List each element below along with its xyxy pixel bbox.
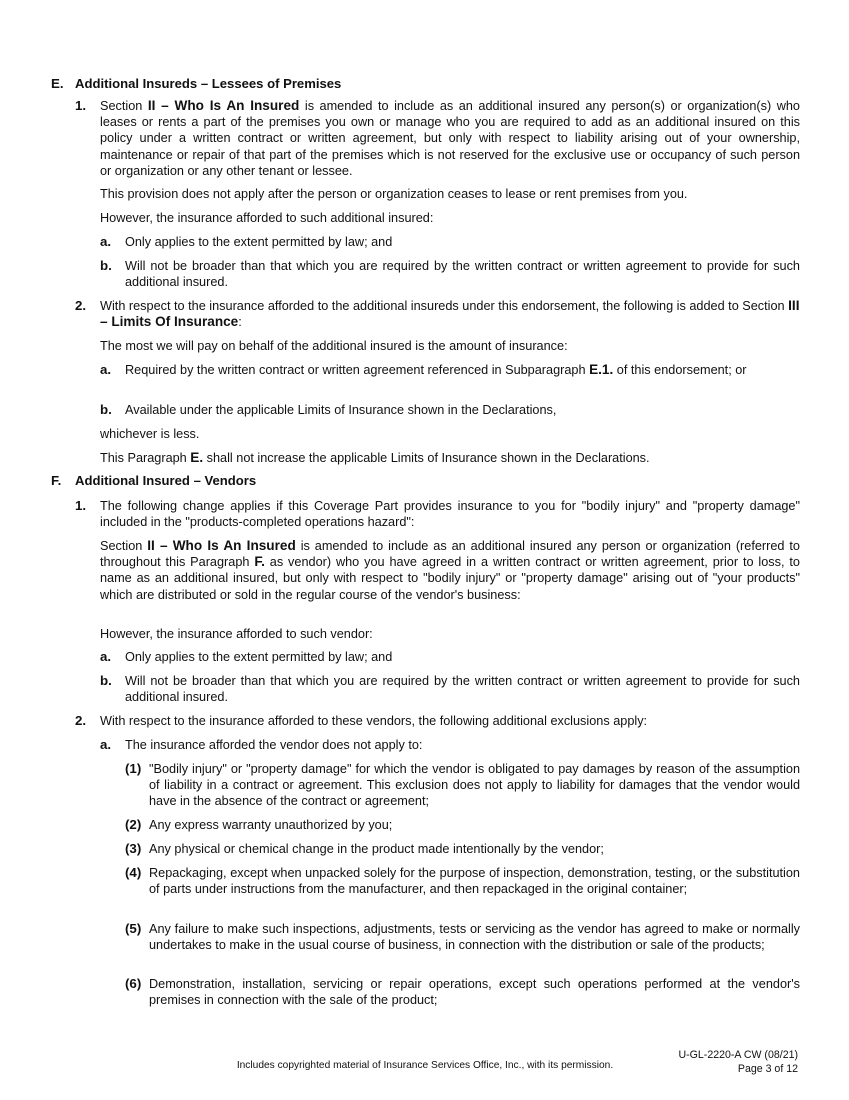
e1b-text: Will not be broader than that which you are required by the written contract or written agreement to provide for such additional insured. xyxy=(125,259,800,290)
f2a-label: a. xyxy=(100,737,112,752)
e2-whichever: whichever is less. xyxy=(100,427,200,441)
f2a-text: The insurance afforded the vendor does not apply to: xyxy=(125,738,423,752)
form-number: U-GL-2220-A CW (08/21) xyxy=(678,1049,798,1061)
e2-closing: This Paragraph E. shall not increase the applicable Limits of Insurance shown in the Declarations. xyxy=(100,450,650,465)
f1-label: 1. xyxy=(75,498,87,513)
e2-paragraph: With respect to the insurance afforded to the additional insureds under this endorsement, the following is added to Section III – Limits Of Insurance: xyxy=(100,298,800,330)
e2-most-we-pay: The most we will pay on behalf of the additional insured is the amount of insurance: xyxy=(100,339,568,353)
f1b-label: b. xyxy=(100,673,112,688)
e1b-label: b. xyxy=(100,258,112,273)
section-e-title: Additional Insureds – Lessees of Premises xyxy=(75,76,342,91)
e1-however: However, the insurance afforded to such additional insured: xyxy=(100,211,434,225)
section-f-label: F. xyxy=(51,473,62,488)
exclusion-label: (2) xyxy=(125,817,142,832)
e2-label: 2. xyxy=(75,298,87,313)
exclusion-text: Any failure to make such inspections, adjustments, tests or servicing as the vendor has agreed to make or normally undertakes to make in the usual course of business, in connection with the distribution or sale of the products; xyxy=(149,922,800,953)
e2a-text: Required by the written contract or written agreement referenced in Subparagraph E.1. of this endorsement; or xyxy=(125,362,747,377)
f1-however: However, the insurance afforded to such vendor: xyxy=(100,627,373,641)
exclusion-label: (1) xyxy=(125,761,142,776)
exclusion-text: Repackaging, except when unpacked solely for the purpose of inspection, demonstration, testing, or the substitution of parts under instructions from the manufacturer, and then repackaged in the original container; xyxy=(149,866,800,897)
f1-paragraph: The following change applies if this Coverage Part provides insurance to you for "bodily injury" and "property damage" included in the "products-completed operations hazard": xyxy=(100,499,800,530)
footer-form-info xyxy=(598,1049,798,1076)
section-e-label: E. xyxy=(51,76,64,91)
exclusion-text: Any express warranty unauthorized by you; xyxy=(149,818,393,832)
e1-bold-ref: II – Who Is An Insured xyxy=(147,98,300,113)
exclusion-label: (5) xyxy=(125,921,142,936)
f1-section-ii: Section II – Who Is An Insured is amended to include as an additional insured any person or organization (referred to throughout this Paragraph F. as vendor) who you have agreed in a written contract or written agreement, prior to loss, to name as an additional insured, but only with respect to "bodily injury" or "property damage" arising out of "your products" which are distributed or sold in the regular course of the vendor's business: xyxy=(100,538,800,602)
section-f-title: Additional Insured – Vendors xyxy=(75,473,257,488)
exclusion-text: "Bodily injury" or "property damage" for which the vendor is obligated to pay damages by reason of the assumption of liability in a contract or agreement. This exclusion does not apply to liability for damages that the vendor would have in the absence of the contract or agreement; xyxy=(149,762,800,809)
exclusion-text: Demonstration, installation, servicing or repair operations, except such operations performed at the vendor's premises in connection with the sale of the product; xyxy=(149,977,800,1008)
e1a-label: a. xyxy=(100,234,112,249)
f2-label: 2. xyxy=(75,713,87,728)
footer-copyright: Includes copyrighted material of Insurance Services Office, Inc., with its permission. xyxy=(236,1060,614,1071)
e2a-label: a. xyxy=(100,362,112,377)
e1a-text: Only applies to the extent permitted by law; and xyxy=(125,235,393,249)
e1-provision: This provision does not apply after the person or organization ceases to lease or rent premises from you. xyxy=(100,187,688,201)
e1-paragraph: Section II – Who Is An Insured is amended to include as an additional insured any person(s) or organization(s) who leases or rents a part of the premises you own or manage who you are required to add as an additional insured on this policy under a written contract or written agreement, but only with respect to liability arising out of your ownership, maintenance or repair of that part of the premises which is not reserved for the exclusive use or occupancy of such person or organization or any other tenant or lessee. xyxy=(100,98,800,178)
exclusion-label: (3) xyxy=(125,841,142,856)
f1a-text: Only applies to the extent permitted by law; and xyxy=(125,650,393,664)
exclusion-text: Any physical or chemical change in the product made intentionally by the vendor; xyxy=(149,842,604,856)
e1-label: 1. xyxy=(75,98,87,113)
f1a-label: a. xyxy=(100,649,112,664)
page-number: Page 3 of 12 xyxy=(737,1062,798,1075)
e2-bold-ref: III – Limits Of Insurance xyxy=(100,298,800,330)
e2b-text: Available under the applicable Limits of Insurance shown in the Declarations, xyxy=(125,403,557,417)
exclusion-label: (6) xyxy=(125,976,142,991)
f1b-text: Will not be broader than that which you are required by the written contract or written agreement to provide for such additional insured. xyxy=(125,674,800,705)
exclusion-label: (4) xyxy=(125,865,142,880)
e2b-label: b. xyxy=(100,402,112,417)
f2-paragraph: With respect to the insurance afforded to these vendors, the following additional exclusions apply: xyxy=(100,714,648,728)
